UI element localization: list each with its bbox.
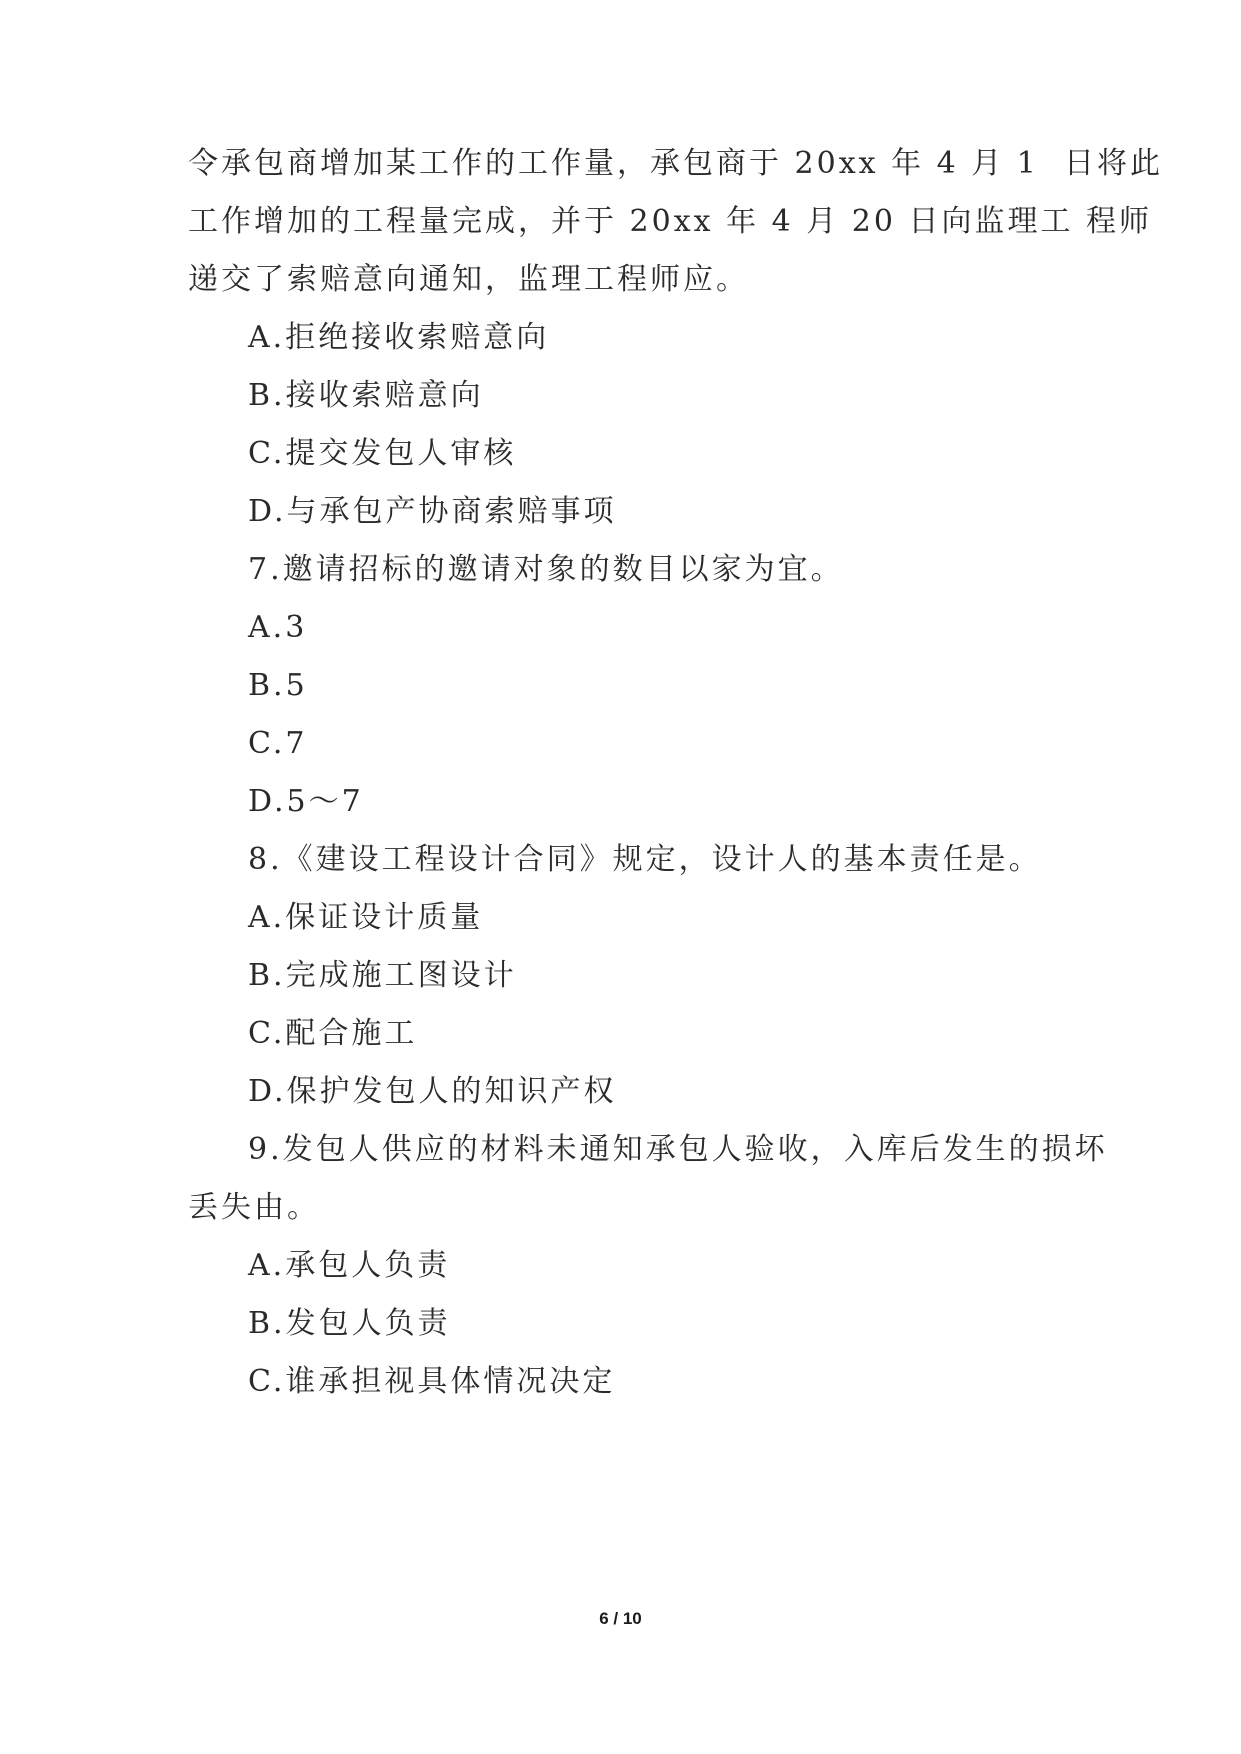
q8-question: 8.《建设工程设计合同》规定，设计人的基本责任是。 <box>248 842 1042 877</box>
q8-option-c: C.配合施工 <box>248 1016 418 1051</box>
q8-option-a: A.保证设计质量 <box>248 900 484 935</box>
question-continuation-line-2: 工作增加的工程量完成，并于 20xx 年 4 月 20 日向监理工 程师 <box>188 204 1153 239</box>
q6-option-b: B.接收索赔意向 <box>248 378 484 413</box>
q8-option-b: B.完成施工图设计 <box>248 958 517 993</box>
q7-option-b: B.5 <box>248 668 308 703</box>
q7-option-d: D.5～7 <box>248 784 364 819</box>
q9-question-line-1: 9.发包人供应的材料未通知承包人验收，入库后发生的损坏 <box>248 1132 1108 1167</box>
q7-question: 7.邀请招标的邀请对象的数目以家为宜。 <box>248 552 844 587</box>
q8-option-d: D.保护发包人的知识产权 <box>248 1074 617 1109</box>
q6-option-a: A.拒绝接收索赔意向 <box>248 320 550 355</box>
q9-option-a: A.承包人负责 <box>248 1248 451 1283</box>
question-continuation-line-1: 令承包商增加某工作的工作量，承包商于 20xx 年 4 月 1 日将此 <box>188 146 1163 181</box>
page-number: 6 / 10 <box>599 1609 642 1628</box>
q9-option-b: B.发包人负责 <box>248 1306 451 1341</box>
q6-option-d: D.与承包产协商索赔事项 <box>248 494 617 529</box>
q9-question-line-2: 丢失由。 <box>188 1190 320 1225</box>
question-continuation-line-3: 递交了索赔意向通知，监理工程师应。 <box>188 262 749 297</box>
q6-option-c: C.提交发包人审核 <box>248 436 517 471</box>
q7-option-a: A.3 <box>248 610 308 645</box>
q7-option-c: C.7 <box>248 726 308 761</box>
q9-option-c: C.谁承担视具体情况决定 <box>248 1364 616 1399</box>
